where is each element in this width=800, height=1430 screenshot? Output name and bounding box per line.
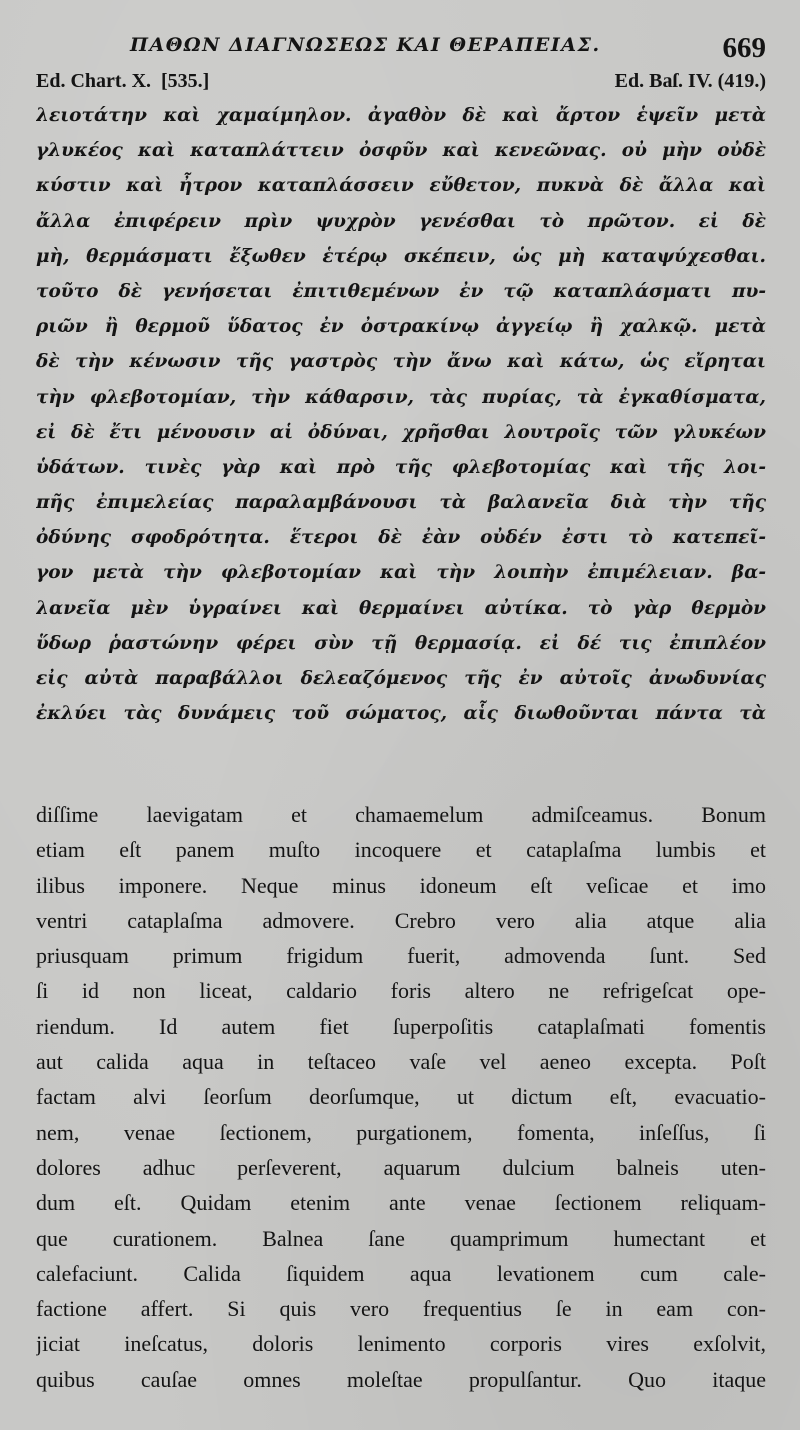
latin-line: factam alvi ſeorſum deorſumque, ut dictum eſt, evacuatio- (36, 1084, 766, 1110)
latin-line: diſſime laevigatam et chamaemelum admiſceamus. Bonum (36, 802, 766, 827)
greek-line: μὴ, θερμάσματι ἔξωθεν ἑτέρῳ σκέπειν, ὡς μὴ καταψύχεσθαι. (36, 245, 766, 267)
edition-reference-chartier: Ed. Chart. X. [535.] (36, 70, 210, 92)
latin-line: ilibus imponere. Neque minus idoneum eſt veſicae et imo (36, 872, 766, 898)
running-title: ΠΑΘΩΝ ΔΙΑΓΝΩΣΕΩΣ ΚΑΙ ΘΕΡΑΠΕΙΑΣ. (130, 34, 601, 56)
greek-line: δὲ τὴν κένωσιν τῆς γαστρὸς τὴν ἄνω καὶ κάτω, ὡς εἴρηται (36, 351, 766, 373)
greek-text-block (36, 98, 766, 731)
greek-line: τὴν φλεβοτομίαν, τὴν κάθαρσιν, τὰς πυρίας, τὰ ἐγκαθίσματα, (36, 386, 766, 408)
edition-reference-line (36, 70, 766, 98)
greek-line: ὑδάτων. τινὲς γὰρ καὶ πρὸ τῆς φλεβοτομίας καὶ τῆς λοι- (36, 456, 766, 478)
greek-line: γλυκέος καὶ καταπλάττειν ὀσφῦν καὶ κενεῶνας. οὐ μὴν οὐδὲ (36, 140, 766, 162)
latin-line: nem, venae ſectionem, purgationem, fomenta, inſeſſus, ſi (36, 1119, 766, 1145)
greek-line: τοῦτο δὲ γενήσεται ἐπιτιθεμένων ἐν τῷ καταπλάσματι πυ- (36, 280, 766, 302)
greek-line: ἄλλα ἐπιφέρειν πρὶν ψυχρὸν γενέσθαι τὸ πρῶτον. εἰ δὲ (36, 210, 766, 232)
latin-line: dum eſt. Quidam etenim ante venae ſectionem reliquam- (36, 1190, 766, 1216)
latin-text-block (36, 797, 766, 1397)
greek-line: γον μετὰ τὴν φλεβοτομίαν καὶ τὴν λοιπὴν ἐπιμέλειαν. βα- (36, 562, 766, 584)
running-head (0, 30, 800, 66)
greek-line: ὕδωρ ῥαστώνην φέρει σὺν τῇ θερμασίᾳ. εἰ δέ τις ἐπιπλέον (36, 632, 766, 654)
latin-line: aut calida aqua in teſtaceo vaſe vel aeneo excepta. Poſt (36, 1049, 766, 1075)
greek-line: ἐκλύει τὰς δυνάμεις τοῦ σώματος, αἷς διωθοῦνται πάντα τὰ (36, 703, 766, 725)
latin-line: priusquam primum frigidum fuerit, admovenda ſunt. Sed (36, 943, 766, 969)
latin-line: ſi id non liceat, caldario foris altero ne refrigeſcat ope- (36, 978, 766, 1004)
greek-line: ὀδύνης σφοδρότητα. ἕτεροι δὲ ἐὰν οὐδέν ἐστι τὸ κατεπεῖ- (36, 527, 766, 549)
greek-line: εἰς αὐτὰ παραβάλλοι δελεαζόμενος τῆς ἐν αὐτοῖς ἀνωδυνίας (36, 668, 766, 689)
latin-line: que curationem. Balnea ſane quamprimum humectant et (36, 1225, 766, 1251)
latin-line: riendum. Id autem fiet ſuperpoſitis cataplaſmati fomentis (36, 1013, 766, 1039)
latin-line: calefaciunt. Calida ſiquidem aqua levationem cum cale- (36, 1260, 766, 1286)
greek-line: εἰ δὲ ἔτι μένουσιν αἱ ὀδύναι, χρῆσθαι λουτροῖς τῶν γλυκέων (36, 421, 766, 443)
latin-line: dolores adhuc perſeverent, aquarum dulcium balneis uten- (36, 1154, 766, 1180)
greek-line: κύστιν καὶ ἦτρον καταπλάσσειν εὔθετον, πυκνὰ δὲ ἄλλα καὶ (36, 175, 766, 197)
page-number: 669 (722, 32, 766, 64)
latin-line: quibus cauſae omnes moleſtae propulſantur. Quo itaque (36, 1366, 766, 1392)
latin-line: factione affert. Si quis vero frequentius ſe in eam con- (36, 1296, 766, 1322)
latin-line: ventri cataplaſma admovere. Crebro vero alia atque alia (36, 907, 766, 933)
edition-reference-basel: Ed. Baſ. IV. (419.) (614, 70, 766, 92)
latin-line: jiciat ineſcatus, doloris lenimento corporis vires exſolvit, (36, 1331, 766, 1357)
greek-line: λειοτάτην καὶ χαμαίμηλον. ἀγαθὸν δὲ καὶ ἄρτον ἑψεῖν μετὰ (36, 105, 766, 126)
greek-line: ριῶν ἢ θερμοῦ ὕδατος ἐν ὀστρακίνῳ ἀγγείῳ ἢ χαλκῷ. μετὰ (36, 316, 766, 338)
greek-line: πῆς ἐπιμελείας παραλαμβάνουσι τὰ βαλανεῖα διὰ τὴν τῆς (36, 492, 766, 514)
latin-line: etiam eſt panem muſto incoquere et cataplaſma lumbis et (36, 837, 766, 863)
greek-line: λανεῖα μὲν ὑγραίνει καὶ θερμαίνει αὐτίκα. τὸ γὰρ θερμὸν (36, 597, 766, 619)
